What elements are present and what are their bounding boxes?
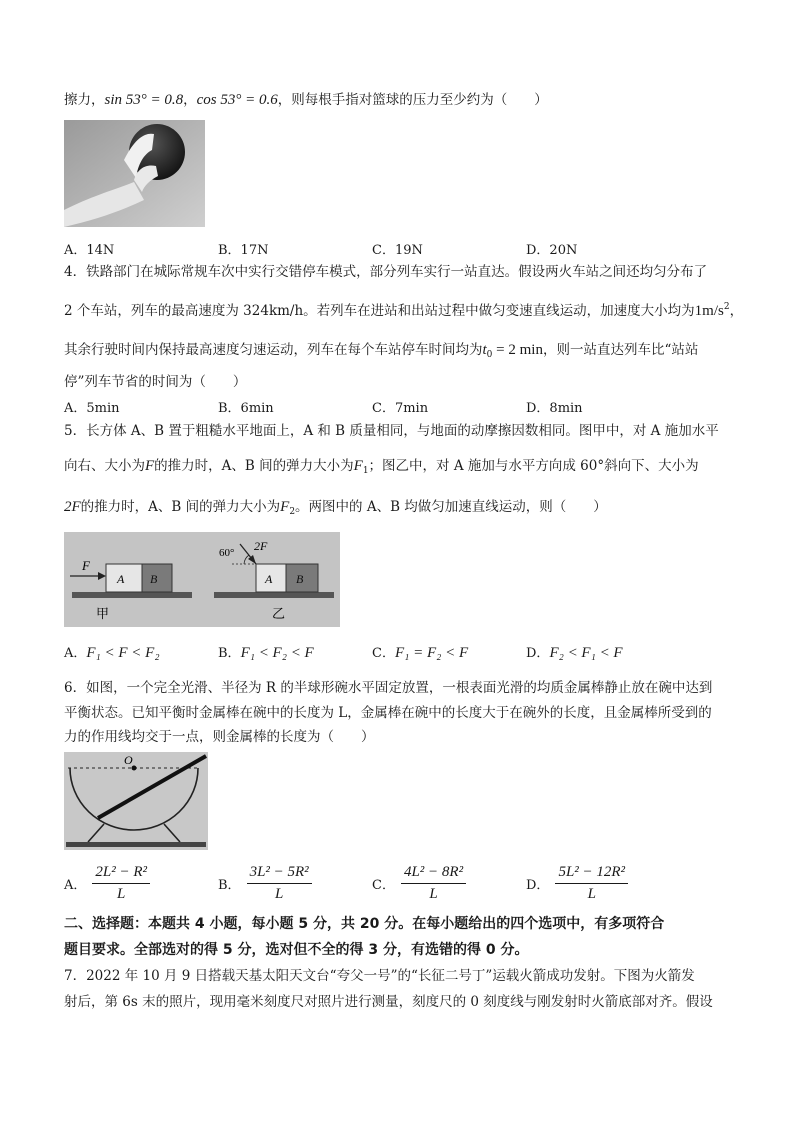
q6-option-d (526, 864, 628, 903)
q6-line-2: 平衡状态。已知平衡时金属棒在碗中的长度为 L，金属棒在碗中的长度大于在碗外的长度，且金属棒所受到的 (64, 705, 712, 721)
q6-bowl-figure (64, 752, 208, 850)
block-b-label-right: B (296, 572, 304, 586)
q5-option-c-expr: F₁ = F₂ < F (394, 645, 469, 661)
force-label-left: F (82, 558, 90, 573)
q5-option-a-label: A． (64, 646, 87, 661)
q4-t0-sub: 0 (486, 350, 493, 360)
q6-option-c (372, 864, 466, 903)
q3-option-d: D．20N (526, 243, 578, 258)
q3-option-a: A．14N (64, 243, 115, 258)
q4-accel-sup: 2 (723, 302, 730, 312)
ground-left (72, 592, 192, 598)
q5-f1-sub: 1 (362, 466, 369, 476)
block-a-label-left: A (117, 572, 125, 586)
q3-option-c: C．19N (372, 243, 423, 258)
q5-option-b-label: B． (218, 646, 241, 661)
q5-force-2f: 2F (64, 499, 81, 515)
q5-line-2 (64, 459, 699, 476)
q5-line-1: 5．长方体 A、B 置于粗糙水平地面上，A 和 B 质量相同，与地面的动摩擦因数相同。图甲中，对 A 施加水平 (64, 423, 719, 439)
q4-line-2-end: ， (729, 303, 744, 319)
q5-f1: F (353, 458, 363, 474)
q6-option-a-label: A． (64, 878, 87, 893)
q4-option-b: B．6min (218, 401, 274, 416)
q5-option-a-expr: F₁ < F < F₂ (86, 645, 160, 661)
angle-label: 60° (219, 547, 235, 559)
q4-line-2-text: 2 个车站，列车的最高速度为 324km/h。若列车在进站和出站过程中做匀变速直线运动，加速度大小均为 (64, 303, 695, 319)
q6-option-b-den: L (274, 886, 284, 902)
ground-right (214, 592, 334, 598)
q6-option-d-num: 5L² − 12R² (555, 864, 628, 884)
q7-line-2: 射后，第 6s 末的照片，现用毫米刻度尺对照片进行测量，刻度尺的 0 刻度线与刚发射时火箭底部对齐。假设 (64, 994, 713, 1010)
q4-line-2 (64, 303, 743, 319)
q6-option-b-num: 3L² − 5R² (247, 864, 312, 884)
q4-option-d: D．8min (526, 401, 583, 416)
q5-blocks-figure (64, 532, 340, 627)
q4-line-3-text: 其余行驶时间内保持最高速度匀速运动，列车在每个车站停车时间均为 (64, 342, 483, 358)
metal-rod (98, 756, 206, 818)
bowl-base (66, 842, 206, 847)
q3-cos: cos 53° = 0.6 (196, 92, 278, 108)
block-a-label-right: A (265, 572, 273, 586)
q4-t0-value: = 2 min (492, 342, 543, 358)
q6-option-d-den: L (587, 886, 596, 902)
q6-option-c-label: C． (372, 878, 395, 893)
q6-option-c-num: 4L² − 8R² (401, 864, 466, 884)
q5-option-d-expr: F₂ < F₁ < F (549, 645, 623, 661)
q6-option-c-frac (401, 864, 466, 903)
q4-option-c: C．7min (372, 401, 429, 416)
q4-line-3-end: ，则一站直达列车比“站站 (542, 342, 699, 358)
bowl-leg-right (164, 824, 180, 842)
hand-ball-image (64, 120, 205, 227)
q5-option-a (64, 646, 160, 661)
q5-line-3 (64, 500, 607, 517)
q5-option-c (372, 646, 468, 661)
q6-option-a-den: L (117, 886, 126, 902)
q5-option-d-label: D． (526, 646, 550, 661)
caption-jia: 甲 (96, 607, 110, 622)
q5-f2: F (280, 499, 290, 515)
q6-option-b-frac (247, 864, 312, 903)
q6-option-a (64, 864, 150, 903)
q6-option-c-den: L (429, 886, 438, 902)
q7-line-1: 7．2022 年 10 月 9 日搭载天基太阳天文台“夸父一号”的“长征二号丁”运载火箭成功发射。下图为火箭发 (64, 968, 695, 984)
q6-option-b (218, 864, 312, 903)
q4-line-4: 停”列车节省的时间为（ ） (64, 374, 247, 390)
q6-line-3: 力的作用线均交于一点，则金属棒的长度为（ ） (64, 729, 375, 745)
q5-option-b-expr: F₁ < F₂ < F (240, 645, 314, 661)
q5-f2-sub: 2 (289, 507, 296, 517)
q6-option-b-label: B． (218, 878, 241, 893)
q5-line-2-b: 的推力时，A、B 间的弹力大小为 (154, 458, 354, 474)
q5-line-2-c: ；图乙中，对 A 施加与水平方向成 60°斜向下、大小为 (368, 458, 699, 474)
q6-line-1: 6．如图，一个完全光滑、半径为 R 的半球形碗水平固定放置，一根表面光滑的均质金属棒静止放在碗中达到 (64, 680, 713, 696)
q3-sin: sin 53° = 0.8 (104, 92, 184, 108)
q5-force-f: F (145, 458, 155, 474)
q4-option-a: A．5min (64, 401, 120, 416)
q3-option-b: B．17N (218, 243, 269, 258)
q5-option-c-label: C． (372, 646, 395, 661)
angle-arc (244, 555, 249, 564)
q4-line-3 (64, 343, 698, 360)
q5-option-b (218, 646, 314, 661)
q3-suffix: ，则每根手指对篮球的压力至少约为（ ） (277, 92, 548, 108)
arrowhead-left (98, 572, 106, 580)
block-b-label-left: B (150, 572, 158, 586)
q3-prefix: 擦力， (64, 92, 105, 108)
q5-option-d (526, 646, 623, 661)
q6-option-a-num: 2L² − R² (92, 864, 150, 884)
q6-bowl-diagram (64, 752, 208, 850)
bowl-leg-left (88, 824, 104, 842)
q6-option-a-frac (92, 864, 150, 903)
caption-yi: 乙 (272, 607, 286, 622)
q6-option-d-frac (555, 864, 628, 903)
q3-sep: ， (183, 92, 197, 108)
q3-basketball-photo (64, 120, 205, 227)
q5-blocks-diagram (64, 532, 340, 627)
q4-accel-unit: 1m/s (694, 303, 724, 319)
q4-t0: t (482, 342, 487, 358)
q6-option-d-label: D． (526, 878, 550, 893)
force-label-right: 2F (254, 539, 268, 553)
q5-line-2-a: 向右、大小为 (64, 458, 145, 474)
q5-line-3-c: 。两图中的 A、B 均做匀加速直线运动，则（ ） (295, 499, 607, 515)
center-label: O (124, 753, 133, 767)
section-2-heading-line-2: 题目要求。全部选对的得 5 分，选对但不全的得 3 分，有选错的得 0 分。 (64, 942, 529, 958)
q4-line-1: 4．铁路部门在城际常规车次中实行交错停车模式，部分列车实行一站直达。假设两火车站之间还均匀分布了 (64, 264, 708, 280)
section-2-heading-line-1: 二、选择题：本题共 4 小题，每小题 5 分，共 20 分。在每小题给出的四个选项中，有多项符合 (64, 916, 665, 932)
q3-text-line (64, 93, 548, 108)
q5-line-3-b: 的推力时，A、B 间的弹力大小为 (80, 499, 281, 515)
